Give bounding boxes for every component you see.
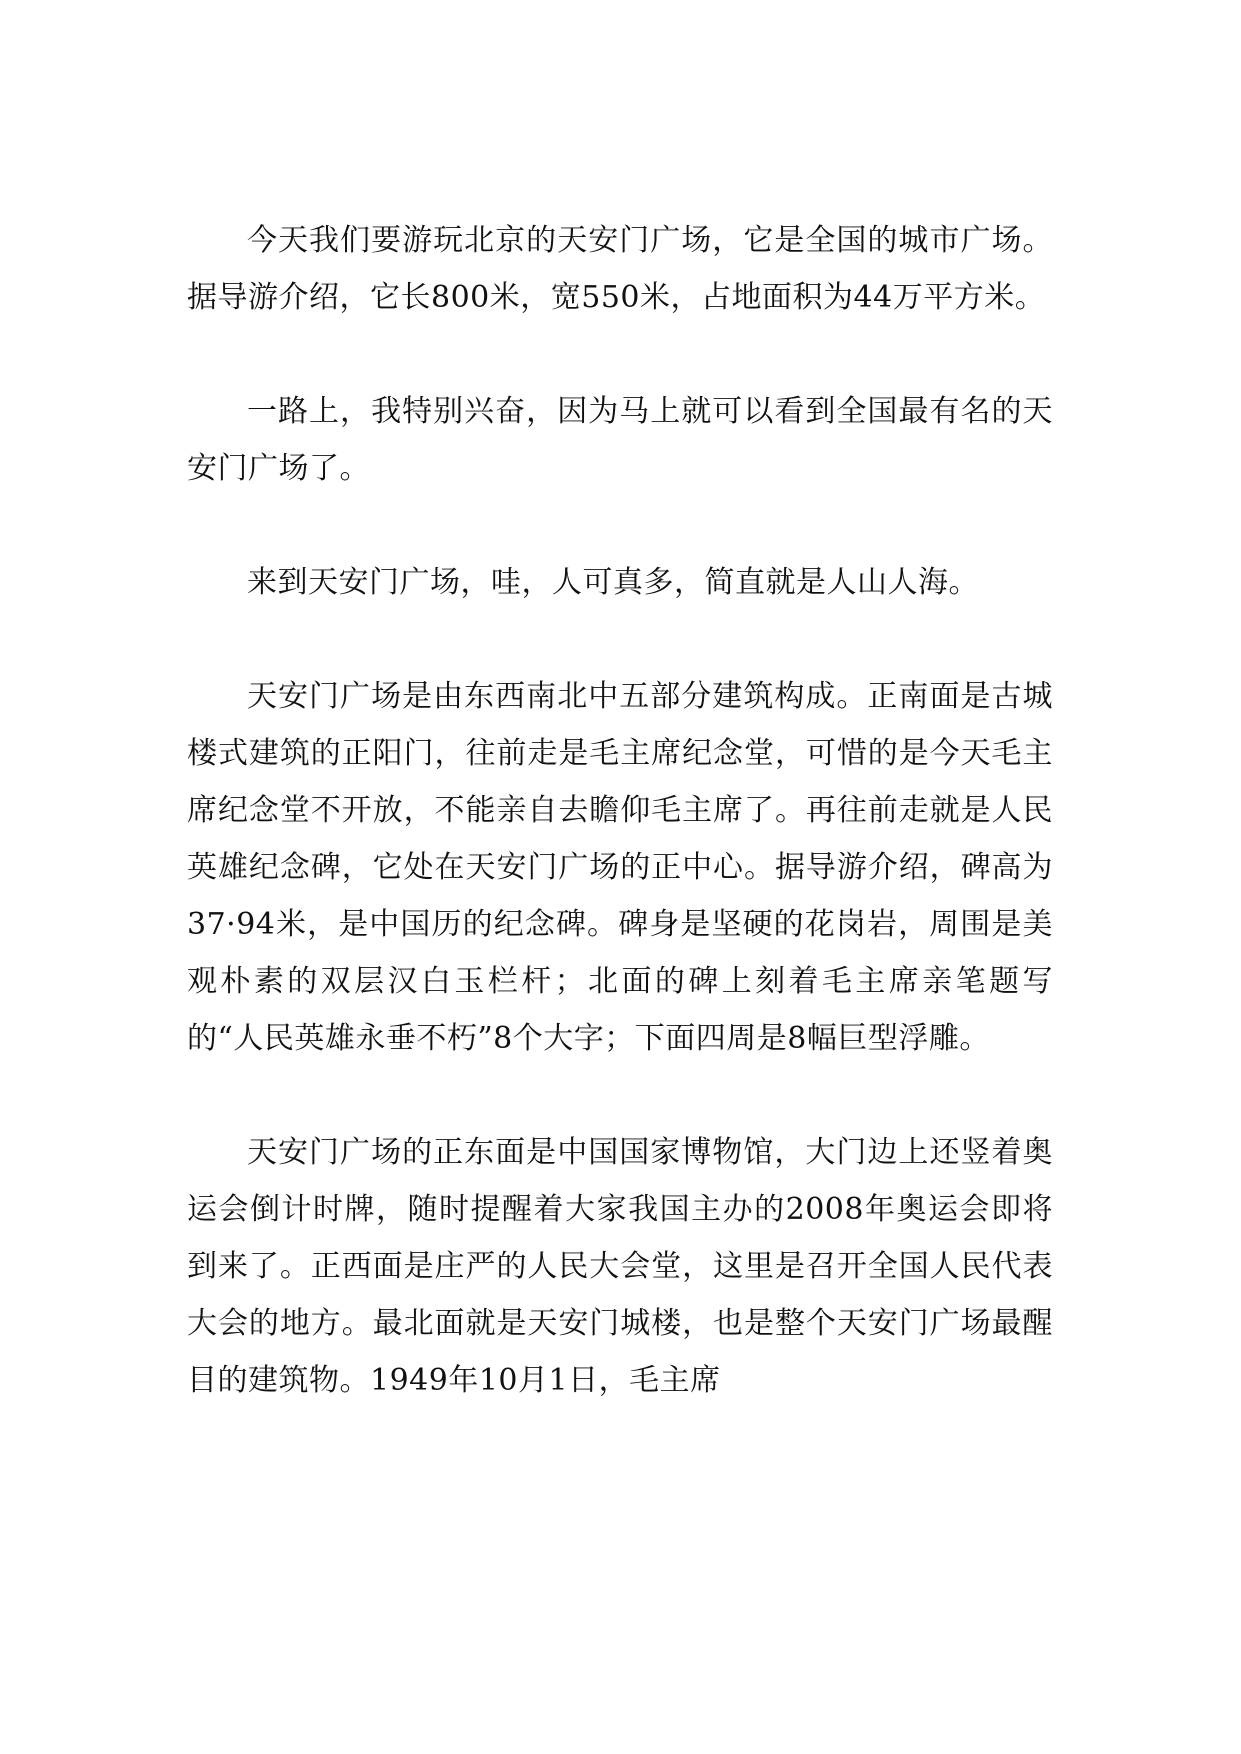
paragraph: 天安门广场是由东西南北中五部分建筑构成。正南面是古城楼式建筑的正阳门，往前走是毛主席纪念堂，可惜的是今天毛主席纪念堂不开放，不能亲自去瞻仰毛主席了。再往前走就是人民英雄纪念碑，它处在天安门广场的正中心。据导游介绍，碑高为37·94米，是中国历的纪念碑。碑身是坚硬的花岗岩，周围是美观朴素的双层汉白玉栏杆；北面的碑上刻着毛主席亲笔题写的“人民英雄永垂不朽”8个大字；下面四周是8幅巨型浮雕。 [187,679,1053,1056]
paragraph: 天安门广场的正东面是中国国家博物馆，大门边上还竖着奥运会倒计时牌，随时提醒着大家我国主办的2008年奥运会即将到来了。正西面是庄严的人民大会堂，这里是召开全国人民代表大会的地方。最北面就是天安门城楼，也是整个天安门广场最醒目的建筑物。1949年10月1日，毛主席 [187,1135,1053,1398]
paragraph: 来到天安门广场，哇，人可真多，简直就是人山人海。 [247,565,979,600]
document-body [187,212,1053,1409]
paragraph: 今天我们要游玩北京的天安门广场，它是全国的城市广场。据导游介绍，它长800米，宽550米，占地面积为44万平方米。 [187,223,1053,315]
paragraph: 一路上，我特别兴奋，因为马上就可以看到全国最有名的天安门广场了。 [187,394,1053,486]
